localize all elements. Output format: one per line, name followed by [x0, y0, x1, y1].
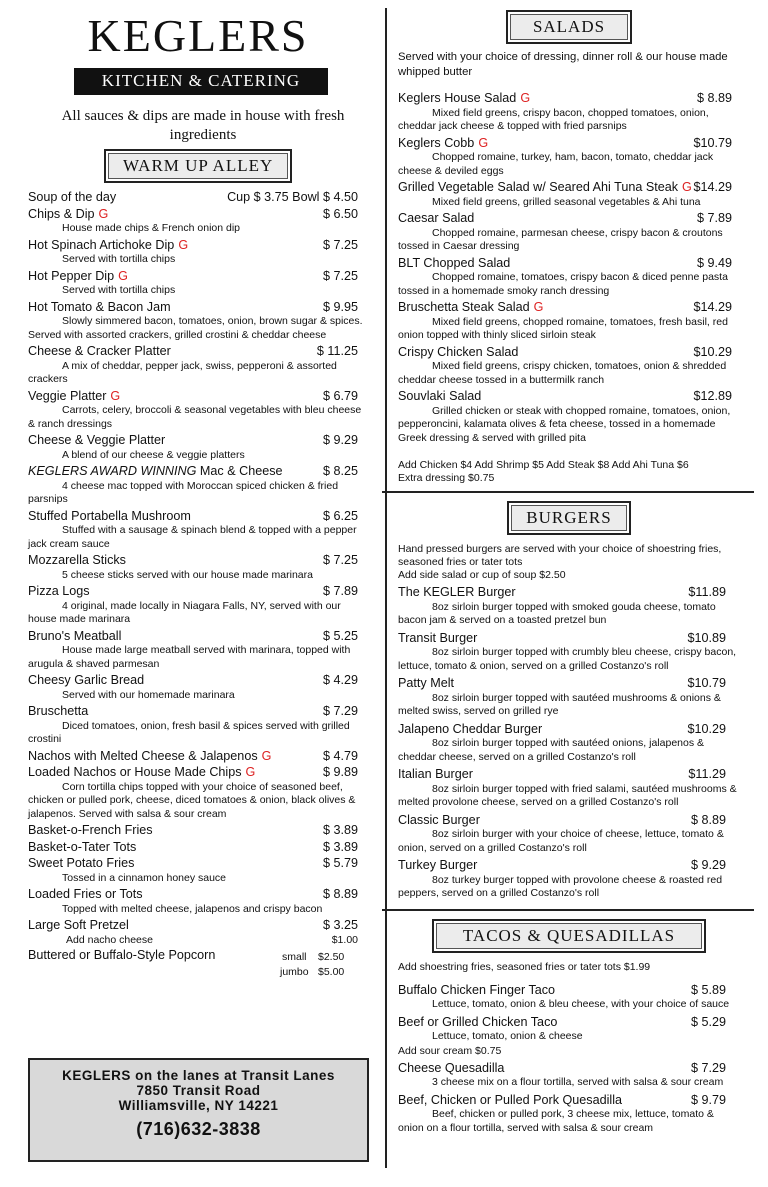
item-description: Beef, chicken or pulled pork, 3 cheese mix, lettuce, tomato & onion on a flour tortilla, served with salsa & sour cream: [398, 1108, 714, 1134]
section-tacos-quesadillas: [432, 919, 706, 953]
popcorn-jumbo-price: $5.00: [318, 965, 345, 978]
item-row: [398, 299, 740, 316]
left-column: [28, 8, 368, 981]
item-row: [28, 388, 368, 405]
menu-item: [398, 1014, 740, 1058]
gluten-free-mark: G: [520, 91, 531, 105]
item-price: $ 9.29: [690, 858, 726, 872]
menu-item: [28, 917, 368, 947]
item-row: [398, 1092, 740, 1109]
item-price: $14.29: [693, 300, 732, 314]
menu-item: [398, 388, 740, 445]
item-row: [28, 432, 368, 449]
gluten-free-mark: G: [261, 748, 272, 763]
item-price: $10.79: [693, 135, 732, 150]
menu-item: [28, 672, 368, 702]
popcorn-small-price: $2.50: [318, 950, 345, 963]
item-description: Lettuce, tomato, onion & bleu cheese, with your choice of sauce: [432, 998, 730, 1010]
item-price: $ 9.89: [322, 765, 358, 779]
menu-item: [28, 237, 368, 267]
item-name: Large Soft Pretzel: [28, 918, 129, 932]
item-price: $ 7.25: [322, 268, 358, 283]
menu-item: [398, 299, 740, 343]
item-description: Diced tomatoes, onion, fresh basil & spices served with grilled crostini: [28, 719, 350, 745]
item-name: Basket-o-Tater Tots: [28, 839, 137, 854]
section-title: TACOS & QUESADILLAS: [436, 923, 702, 949]
item-price: $ 7.29: [690, 1060, 726, 1075]
item-price: $ 8.89: [696, 91, 732, 105]
item-row: [28, 343, 368, 360]
item-row: [398, 255, 740, 272]
menu-item: [398, 721, 740, 765]
item-price: $ 9.95: [322, 299, 358, 314]
item-row: [398, 766, 740, 783]
item-row: [28, 463, 368, 480]
item-name: Jalapeno Cheddar Burger: [398, 721, 543, 736]
item-row: [398, 584, 740, 601]
item-description: 8oz turkey burger topped with provolone cheese & roasted red peppers, served on a grilled Costanzo's roll: [398, 873, 723, 899]
item-description: 4 original, made locally in Niagara Falls, NY, served with our house made marinara: [28, 599, 341, 625]
item-description: 8oz sirloin burger topped with sautéed mushrooms & onions & melted swiss, served on grilled rye: [398, 691, 721, 717]
item-description: 8oz sirloin burger topped with crumbly bleu cheese, crispy bacon, lettuce, tomato & onion, served on a grilled Costanzo's roll: [398, 646, 737, 672]
item-price: $ 3.89: [322, 839, 358, 854]
item-price: $ 9.49: [696, 255, 732, 270]
item-name: Keglers Cobb G: [398, 135, 489, 150]
item-name: Patty Melt: [398, 676, 454, 690]
gluten-free-mark: G: [118, 268, 128, 283]
menu-item: [398, 982, 740, 1012]
item-price: $ 7.25: [322, 237, 358, 252]
menu-item: [398, 90, 740, 134]
gluten-free-mark: G: [178, 237, 189, 252]
section-title: WARM UP ALLEY: [108, 153, 288, 179]
item-description: Add nacho cheese: [66, 933, 153, 946]
item-price: $ 8.25: [322, 464, 358, 478]
item-price: $10.29: [687, 721, 726, 736]
item-row: [398, 344, 740, 361]
item-name: Chips & Dip G: [28, 206, 109, 221]
item-description: Mixed field greens, crispy chicken, tomatoes, onion & shredded cheddar cheese tossed in a buttermilk ranch: [398, 360, 727, 386]
item-price: $11.89: [688, 585, 726, 599]
item-price: $ 6.50: [322, 206, 358, 221]
item-price: $ 5.89: [690, 982, 726, 997]
menu-item: [398, 255, 740, 299]
menu-item: [398, 766, 740, 810]
item-row: [28, 268, 368, 285]
menu-item: [28, 552, 368, 582]
menu-item: [28, 703, 368, 747]
item-name: Transit Burger: [398, 630, 478, 645]
item-name: Classic Burger: [398, 812, 480, 827]
item-description: 5 cheese sticks served with our house made marinara: [62, 568, 313, 581]
item-name: Cheese Quesadilla: [398, 1060, 505, 1075]
item-name: Soup of the day: [28, 190, 117, 204]
item-row: [398, 675, 740, 692]
item-row: [398, 135, 740, 152]
item-name: Souvlaki Salad: [398, 389, 482, 403]
burgers-side-option: Add side salad or cup of soup $2.50: [398, 569, 566, 581]
item-row: [398, 90, 740, 107]
item-row: [398, 982, 740, 999]
item-name: Keglers House Salad G: [398, 91, 531, 105]
menu-item: [28, 299, 368, 343]
item-price: $ 7.25: [322, 553, 358, 567]
menu-item: [28, 432, 368, 462]
gluten-free-mark: G: [682, 180, 692, 194]
item-name: Loaded Fries or Tots: [28, 887, 143, 901]
item-name: Basket-o-French Fries: [28, 823, 153, 837]
item-price: $ 7.89: [322, 584, 358, 598]
taco-list: [398, 982, 740, 1136]
item-name: Hot Pepper Dip G: [28, 268, 128, 283]
menu-item: [28, 508, 368, 552]
item-description: 3 cheese mix on a flour tortilla, served with salsa & sour cream: [432, 1076, 724, 1088]
item-row: [28, 839, 368, 856]
item-desc-row: [28, 934, 368, 947]
item-description: Mixed field greens, grilled seasonal vegetables & Ahi tuna: [432, 195, 701, 208]
menu-item: [398, 1092, 740, 1136]
item-description: Lettuce, tomato, onion & cheese: [432, 1030, 583, 1042]
gluten-free-mark: G: [533, 300, 544, 314]
item-description: Chopped romaine, tomatoes, crispy bacon & diced penne pasta tossed in a homemade smoky ranch dressing: [398, 271, 728, 297]
item-description: Slowly simmered bacon, tomatoes, onion, brown sugar & spices. Served with assorted crackers, grilled crostini & cheddar cheese: [28, 315, 363, 341]
tagline: All sauces & dips are made in house with fresh ingredients: [61, 108, 345, 143]
item-description: Served with tortilla chips: [62, 284, 176, 296]
gluten-free-mark: G: [98, 206, 109, 221]
item-price: $10.29: [693, 344, 732, 359]
salad-list: [398, 90, 740, 445]
location-city: Williamsville, NY 14221: [118, 1098, 279, 1113]
item-row: [398, 1060, 740, 1077]
item-description: Stuffed with a sausage & spinach blend & topped with a pepper jack cream sauce: [28, 524, 357, 550]
salad-extra-dressing: Extra dressing $0.75: [398, 472, 495, 484]
brand-subtitle: KITCHEN & CATERING: [74, 68, 328, 95]
item-price: $ 3.25: [322, 918, 358, 932]
menu-item: [28, 855, 368, 885]
item-description: Chopped romaine, turkey, ham, bacon, tomato, cheddar jack cheese & deviled eggs: [398, 151, 714, 177]
gluten-free-mark: G: [478, 135, 489, 150]
warm-up-list: [28, 189, 368, 947]
section-warm-up-alley: [104, 149, 292, 183]
item-name-italic: KEGLERS AWARD WINNING: [28, 464, 197, 478]
salad-addons: Add Chicken $4 Add Shrimp $5 Add Steak $8 Add Ahi Tuna $6: [398, 459, 689, 471]
popcorn-item: [28, 947, 368, 981]
item-price: $ 5.79: [322, 856, 358, 870]
section-salads: [506, 10, 632, 44]
item-name: Bruschetta: [28, 704, 89, 718]
location-line-1: KEGLERS on the lanes at Transit Lanes: [62, 1068, 335, 1083]
item-description: Carrots, celery, broccoli & seasonal vegetables with bleu cheese & ranch dressings: [28, 404, 362, 430]
tacos-intro: Add shoestring fries, seasoned fries or tater tots $1.99: [398, 960, 651, 973]
section-divider: [382, 491, 754, 493]
menu-item: [398, 179, 740, 209]
item-price: $ 3.89: [322, 823, 358, 837]
right-column: [398, 8, 740, 1137]
item-name: Italian Burger: [398, 767, 473, 781]
item-row: [28, 855, 368, 872]
menu-item: [28, 388, 368, 432]
item-price: $ 6.79: [322, 388, 358, 403]
item-price: $14.29: [693, 180, 732, 194]
item-row: [28, 917, 368, 934]
menu-item: [28, 189, 368, 206]
item-name: Hot Tomato & Bacon Jam: [28, 299, 171, 314]
brand-title: KEGLERS: [87, 10, 309, 61]
item-description: House made chips & French onion dip: [62, 222, 241, 234]
item-row: [28, 583, 368, 600]
location-box: [28, 1058, 369, 1162]
item-description: Served with tortilla chips: [62, 253, 176, 265]
item-description: 8oz sirloin burger topped with fried salami, sautéed mushrooms & melted provolone cheese, served on a grilled Costanzo's roll: [398, 782, 737, 808]
item-price: $ 7.89: [696, 211, 732, 225]
burger-list: [398, 584, 740, 901]
menu-item: [398, 135, 740, 179]
item-name: Stuffed Portabella Mushroom: [28, 508, 191, 523]
item-name: Turkey Burger: [398, 858, 478, 872]
menu-item: [398, 857, 740, 901]
item-name: Crispy Chicken Salad: [398, 344, 519, 359]
item-row: [398, 388, 740, 405]
item-description: 8oz sirloin burger topped with sautéed onions, jalapenos & cheddar cheese, served on a grilled Costanzo's roll: [398, 737, 705, 763]
item-description: Grilled chicken or steak with chopped romaine, tomatoes, onion, pepperoncini, kalamata olives & feta cheese, tossed in a homemade Greek dressing & served with grilled pita: [398, 404, 731, 444]
item-row: [28, 299, 368, 316]
item-name: The KEGLER Burger: [398, 585, 516, 599]
item-name: Hot Spinach Artichoke Dip G: [28, 237, 189, 252]
item-name: Beef, Chicken or Pulled Pork Quesadilla: [398, 1092, 623, 1107]
item-row: [28, 703, 368, 720]
item-row: [28, 552, 368, 569]
location-address: 7850 Transit Road: [136, 1083, 261, 1098]
menu-item: [28, 628, 368, 672]
item-row: [28, 822, 368, 839]
menu-item: [398, 344, 740, 388]
menu-item: [398, 675, 740, 719]
item-price: $12.89: [693, 389, 732, 403]
menu-item: [28, 343, 368, 387]
item-description: 4 cheese mac topped with Moroccan spiced chicken & fried parsnips: [28, 479, 339, 505]
menu-item: [28, 748, 368, 765]
menu-item: [398, 584, 740, 628]
menu-item: [28, 463, 368, 507]
item-row: [398, 179, 740, 196]
item-name: Bruschetta Steak Salad G: [398, 300, 544, 314]
item-name: BLT Chopped Salad: [398, 255, 511, 270]
item-desc-price: $1.00: [331, 933, 358, 946]
item-row: [28, 672, 368, 689]
item-price: $ 4.79: [322, 748, 358, 763]
item-price: $ 5.25: [322, 628, 358, 643]
item-row: [398, 721, 740, 738]
item-price: $ 6.25: [322, 508, 358, 523]
item-price: $ 8.89: [322, 887, 358, 901]
popcorn-jumbo-label: jumbo: [280, 965, 309, 978]
menu-item: [398, 630, 740, 674]
item-name: Bruno's Meatball: [28, 628, 122, 643]
item-name: Buttered or Buffalo-Style Popcorn: [28, 947, 216, 962]
item-description: Topped with melted cheese, jalapenos and crispy bacon: [62, 902, 323, 915]
item-name: Sweet Potato Fries: [28, 856, 135, 870]
menu-item: [398, 1060, 740, 1090]
salads-intro: Served with your choice of dressing, dinner roll & our house made whipped butter: [398, 51, 728, 78]
menu-item: [398, 812, 740, 856]
item-price: $10.89: [687, 630, 726, 645]
item-row: [28, 237, 368, 254]
burgers-intro: Hand pressed burgers are served with your choice of shoestring fries, seasoned fries or tater tots: [398, 543, 722, 568]
item-row: [28, 508, 368, 525]
menu-item: [28, 764, 368, 821]
item-description: House made large meatball served with marinara, topped with arugula & shaved parmesan: [28, 644, 351, 670]
item-price: $ 9.79: [690, 1092, 726, 1107]
item-description: Mixed field greens, crispy bacon, chopped tomatoes, onion, cheddar jack cheese & topped with fried parsnips: [398, 106, 709, 132]
item-description: A mix of cheddar, pepper jack, swiss, pepperoni & assorted crackers: [28, 359, 337, 385]
item-description: Corn tortilla chips topped with your choice of seasoned beef, chicken or pulled pork, cheese, diced tomatoes & onion, black olives & jalapenos. Served with salsa & sour cream: [28, 780, 356, 820]
item-description: Mixed field greens, chopped romaine, tomatoes, fresh basil, red onion topped with thinly sliced sirloin steak: [398, 315, 728, 341]
item-name: KEGLERS AWARD WINNING Mac & Cheese: [28, 464, 283, 478]
menu-item: [28, 839, 368, 856]
item-row: [398, 630, 740, 647]
item-price: $ 9.29: [322, 433, 358, 447]
menu-item: [28, 886, 368, 916]
item-description: 8oz sirloin burger with your choice of cheese, lettuce, tomato & onion, served on a grilled Costanzo's roll: [398, 828, 724, 854]
item-description: Served with our homemade marinara: [62, 688, 235, 701]
item-name: Beef or Grilled Chicken Taco: [398, 1014, 558, 1029]
item-price: $ 7.29: [322, 704, 358, 718]
menu-item: [28, 206, 368, 236]
item-row: [28, 628, 368, 645]
column-divider: [385, 8, 387, 1168]
item-name: Cheese & Cracker Platter: [28, 344, 171, 358]
item-name: Cheese & Veggie Platter: [28, 433, 166, 447]
gluten-free-mark: G: [110, 388, 121, 403]
item-row: [28, 886, 368, 903]
gluten-free-mark: G: [245, 765, 256, 779]
item-price: $10.79: [687, 676, 726, 690]
item-description: A blend of our cheese & veggie platters: [62, 448, 245, 461]
item-name: Mozzarella Sticks: [28, 553, 126, 567]
item-row: [398, 812, 740, 829]
item-price: $ 11.25: [316, 344, 358, 358]
item-price: $11.29: [688, 767, 726, 781]
item-name: Cheesy Garlic Bread: [28, 673, 145, 687]
item-extra: Add sour cream $0.75: [398, 1044, 502, 1057]
item-name: Nachos with Melted Cheese & Jalapenos G: [28, 748, 272, 763]
item-name: Pizza Logs: [28, 584, 90, 598]
menu-item: [28, 268, 368, 298]
item-description: Tossed in a cinnamon honey sauce: [62, 871, 227, 884]
item-price: $ 8.89: [690, 812, 726, 827]
item-row: [28, 764, 368, 781]
item-name: Grilled Vegetable Salad w/ Seared Ahi Tuna Steak G: [398, 180, 692, 194]
item-name: Buffalo Chicken Finger Taco: [398, 982, 556, 997]
item-row: [398, 210, 740, 227]
menu-item: [28, 822, 368, 839]
item-name: Veggie Platter G: [28, 388, 121, 403]
item-price: $ 4.29: [322, 673, 358, 687]
item-description: 8oz sirloin burger topped with smoked gouda cheese, tomato bacon jam & served on a toasted pretzel bun: [398, 600, 716, 626]
menu-item: [28, 583, 368, 627]
item-row: [398, 857, 740, 874]
item-name: Loaded Nachos or House Made Chips G: [28, 765, 256, 779]
phone-number: (716)632-3838: [136, 1119, 261, 1139]
section-divider: [382, 909, 754, 911]
popcorn-small-label: small: [282, 950, 307, 963]
item-row: [28, 189, 368, 206]
section-burgers: [507, 501, 630, 535]
item-row: [398, 1014, 740, 1031]
item-name: Caesar Salad: [398, 211, 475, 225]
item-row: [28, 748, 368, 765]
section-title: SALADS: [510, 14, 628, 40]
item-price: $ 5.29: [690, 1014, 726, 1029]
item-description: Chopped romaine, parmesan cheese, crispy bacon & croutons tossed in Caesar dressing: [398, 226, 723, 252]
item-row: [28, 206, 368, 223]
menu-item: [398, 210, 740, 254]
section-title: BURGERS: [511, 505, 626, 531]
item-price: Cup $ 3.75 Bowl $ 4.50: [227, 190, 358, 204]
